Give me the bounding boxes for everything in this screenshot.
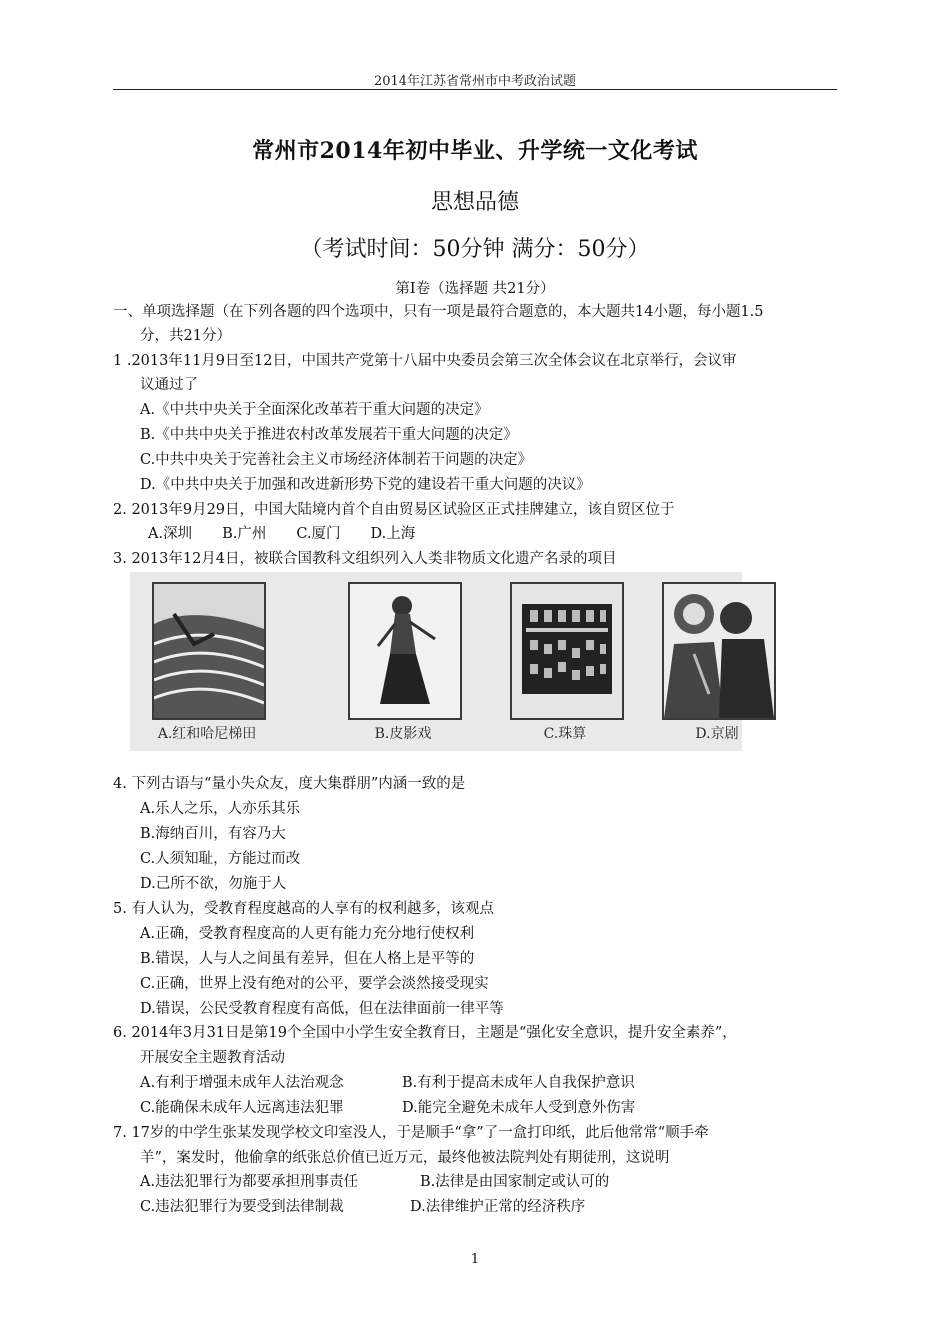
question-1-stem-cont: 议通过了: [140, 377, 198, 393]
question-7-option-c: C.违法犯罪行为要受到法律制裁: [140, 1199, 344, 1215]
question-7-option-a: A.违法犯罪行为都要承担刑事责任: [140, 1174, 359, 1190]
question-4-option-a: A.乐人之乐，人亦乐其乐: [140, 801, 301, 817]
question-6-option-b: B.有利于提高未成年人自我保护意识: [402, 1075, 635, 1091]
exam-title: 常州市2014年初中毕业、升学统一文化考试: [252, 138, 698, 164]
exam-time-and-score: （考试时间：50分钟 满分：50分）: [300, 237, 650, 262]
caption-c: C.珠算: [543, 726, 587, 742]
photo-terraced-fields: [152, 582, 266, 720]
question-6-stem: 6. 2014年3月31日是第19个全国中小学生安全教育日，主题是“强化安全意识，提升安全素养”，: [113, 1025, 737, 1041]
question-7-stem: 7. 17岁的中学生张某发现学校文印室没人，于是顺手“拿”了一盒打印纸，此后他常常“顺手牵: [113, 1125, 709, 1141]
question-7-option-d: D.法律维护正常的经济秩序: [410, 1199, 586, 1215]
caption-d: D.京剧: [695, 726, 739, 742]
question-5-option-a: A.正确，受教育程度高的人更有能力充分地行使权利: [140, 926, 475, 942]
header-divider: [113, 89, 837, 90]
question-2-option-d: D.上海: [370, 526, 416, 542]
question-1-option-d: D.《中共中央关于加强和改进新形势下党的建设若干重大问题的决议》: [140, 477, 591, 493]
question-1-option-b: B.《中共中央关于推进农村改革发展若干重大问题的决定》: [140, 427, 518, 443]
question-6-option-d: D.能完全避免未成年人受到意外伤害: [402, 1100, 636, 1116]
question-6-option-c: C.能确保未成年人远离违法犯罪: [140, 1100, 344, 1116]
question-2-option-c: C.厦门: [296, 526, 341, 542]
peking-opera-illustration: [664, 584, 774, 718]
question-4-option-d: D.己所不欲，勿施于人: [140, 876, 287, 892]
page-number: 1: [470, 1252, 480, 1267]
question-7-stem-cont: 羊”，案发时，他偷拿的纸张总价值已近万元，最终他被法院判处有期徒刑，这说明: [140, 1150, 670, 1166]
part-title: 第Ⅰ卷（选择题 共21分）: [395, 281, 555, 297]
question-3-stem: 3. 2013年12月4日，被联合国教科文组织列入人类非物质文化遗产名录的项目: [113, 551, 617, 567]
question-2-stem: 2. 2013年9月29日，中国大陆境内首个自由贸易区试验区正式挂牌建立，该自贸区位于: [113, 502, 675, 518]
abacus-illustration: [512, 584, 622, 718]
question-2-option-a: A.深圳: [148, 526, 193, 542]
caption-a: A.红和哈尼梯田: [157, 726, 257, 742]
section-instruction: 一、单项选择题（在下列各题的四个选项中，只有一项是最符合题意的，本大题共14小题，每小题1.5: [113, 304, 764, 320]
running-header: 2014年江苏省常州市中考政治试题: [373, 74, 577, 89]
question-5-option-c: C.正确，世界上没有绝对的公平，要学会淡然接受现实: [140, 976, 489, 992]
terraces-illustration: [154, 584, 264, 718]
question-4-option-c: C.人须知耻，方能过而改: [140, 851, 301, 867]
question-6-stem-cont: 开展安全主题教育活动: [140, 1050, 285, 1066]
question-1-stem: 1 .2013年11月9日至12日，中国共产党第十八届中央委员会第三次全体会议在北京举行，会议审: [113, 353, 737, 369]
question-7-option-b: B.法律是由国家制定或认可的: [420, 1174, 610, 1190]
question-1-option-a: A.《中共中央关于全面深化改革若干重大问题的决定》: [140, 402, 489, 418]
shadow-puppet-illustration: [350, 584, 460, 718]
subject-title: 思想品德: [430, 190, 519, 215]
question-5-option-b: B.错误，人与人之间虽有差异，但在人格上是平等的: [140, 951, 475, 967]
photo-abacus: [510, 582, 624, 720]
heritage-photos: [130, 572, 742, 751]
question-4-option-b: B.海纳百川，有容乃大: [140, 826, 286, 842]
caption-b: B.皮影戏: [374, 726, 432, 742]
question-5-option-d: D.错误，公民受教育程度有高低，但在法律面前一律平等: [140, 1001, 504, 1017]
question-4-stem: 4. 下列古语与“量小失众友，度大集群朋”内涵一致的是: [113, 776, 466, 792]
section-instruction-cont: 分，共21分）: [140, 328, 231, 344]
photo-peking-opera: [662, 582, 776, 720]
photo-shadow-puppet: [348, 582, 462, 720]
question-5-stem: 5. 有人认为，受教育程度越高的人享有的权利越多，该观点: [113, 901, 494, 917]
question-1-option-c: C.中共中央关于完善社会主义市场经济体制若干问题的决定》: [140, 452, 533, 468]
question-2-option-b: B.广州: [222, 526, 267, 542]
question-6-option-a: A.有利于增强未成年人法治观念: [140, 1075, 344, 1091]
question-2-options: [148, 524, 415, 544]
